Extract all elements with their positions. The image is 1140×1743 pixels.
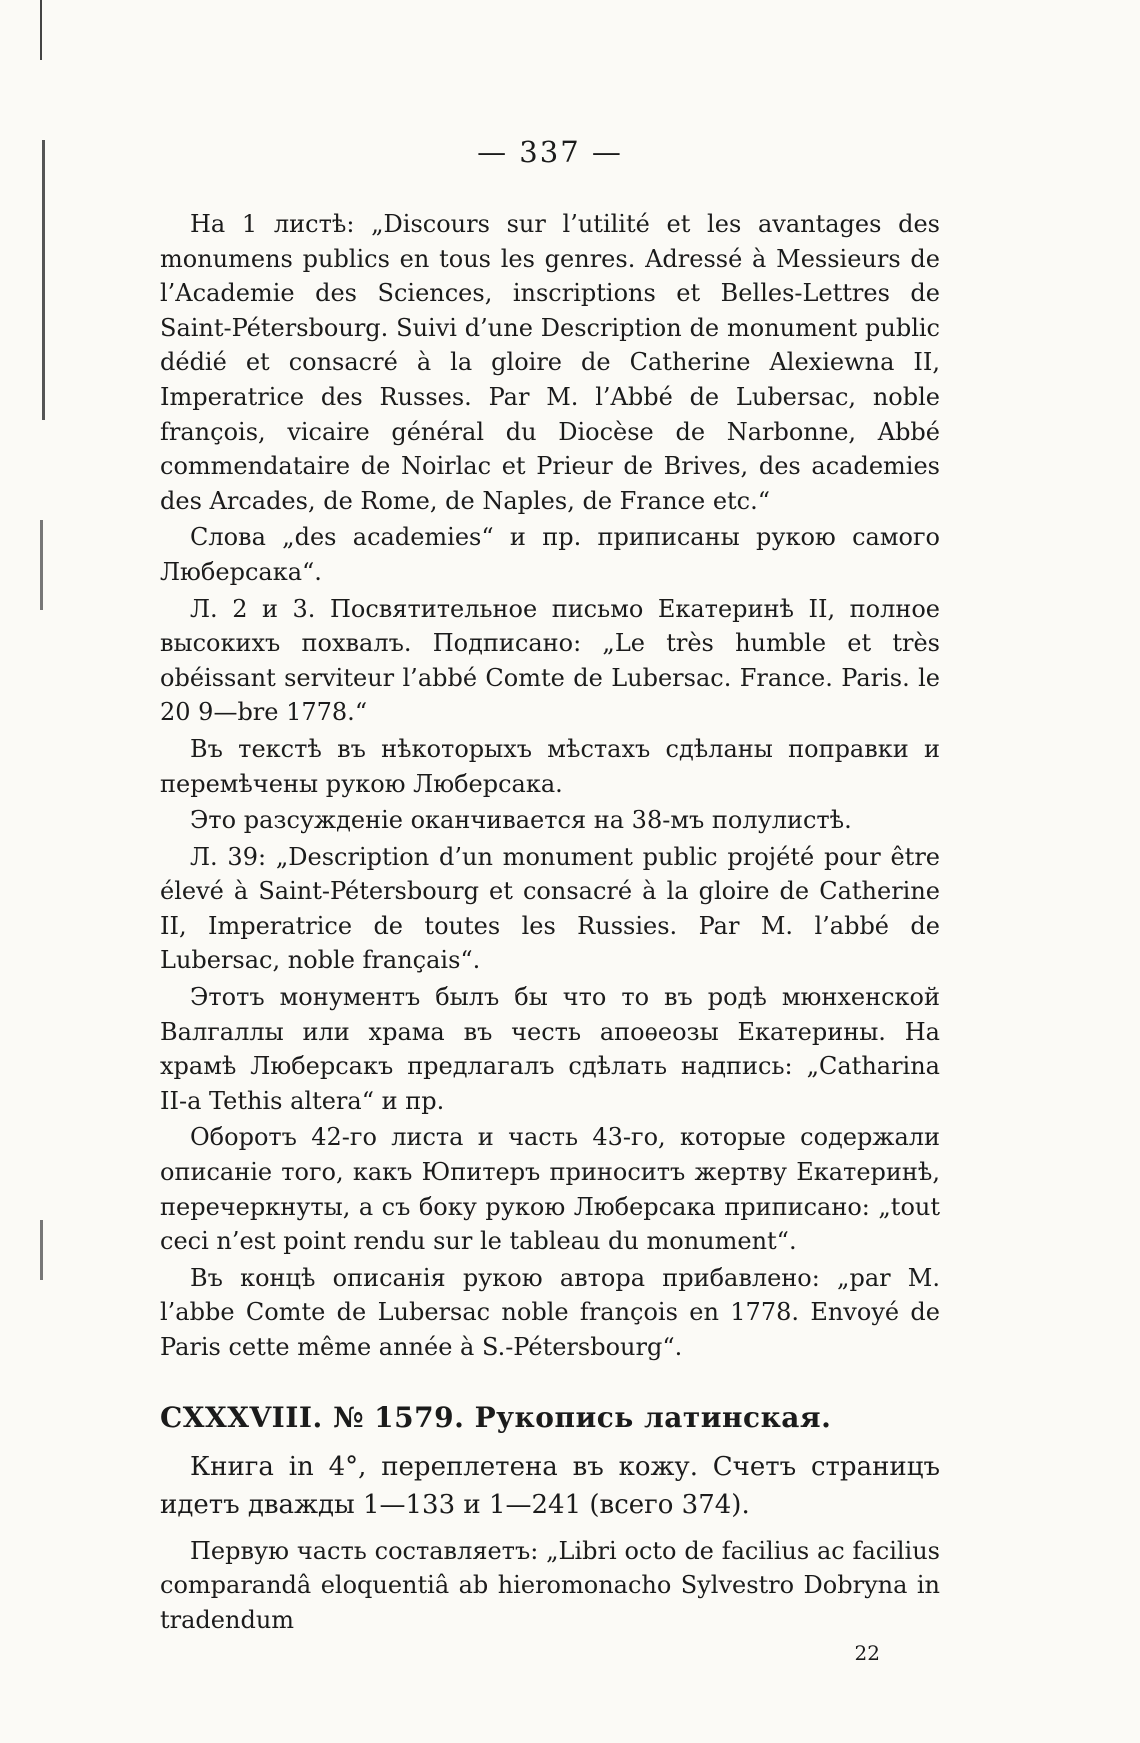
paragraph: Л. 2 и 3. Посвятительное письмо Екатеринѣ II, полное высокихъ похвалъ. Подписано: „Le très humble et très obéissant serviteur l’abbé Comte de Lubersac. France. Paris. le 20 9—bre 1778.“ <box>160 594 940 727</box>
page-number: — 337 — <box>477 135 623 169</box>
paragraph-last: Первую часть составляетъ: „Libri octo de facilius ac facilius comparandâ eloquentiâ ab hieromonacho Sylvestro Dobryna in tradendum <box>160 1536 940 1634</box>
paragraph: Этотъ монументъ былъ бы что то въ родѣ мюнхенской Валгаллы или храма въ честь апоѳеозы Екатерины. На храмѣ Люберсакъ предлагалъ сдѣлать надпись: „Catharina II-a Tethis altera“ и пр. <box>160 983 940 1115</box>
paragraph: Это разсужденіе оканчивается на 38-мъ полулистѣ. <box>190 806 852 835</box>
paragraph: Оборотъ 42-го листа и часть 43-го, которые содержали описаніе того, какъ Юпитеръ приноситъ жертву Екатеринѣ, перечеркнуты, а съ боку рукою Люберсака приписано: „tout ceci n’est point rendu sur le tableau du monument“. <box>160 1123 940 1256</box>
page <box>160 135 940 1665</box>
book-description: Книга in 4°, переплетена въ кожу. Счетъ страницъ идетъ дважды 1—133 и 1—241 (всего 374). <box>160 1451 940 1520</box>
section-heading: CXXXVIII. № 1579. Рукопись латинская. <box>160 1400 832 1434</box>
paragraph: На 1 листѣ: „Discours sur l’utilité et les avantages des monumens publics en tous les genres. Adressé à Messieurs de l’Academie des Sciences, inscriptions et Belles-Lettres de Saint-Pétersbourg. Suivi d’une Description de monument public dédié et consacré à la gloire de Catherine Alexiewna II, Imperatrice des Russes. Par M. l’Abbé de Lubersac, noble françois, vicaire général du Diocèse de Narbonne, Abbé commendataire de Noirlac et Prieur de Brives, des academies des Arcades, de Rome, de Naples, de France etc.“ <box>160 210 940 515</box>
paragraph: Слова „des academies“ и пр. приписаны рукою самого Люберсака“. <box>160 523 940 586</box>
paragraph: Въ концѣ описанія рукою автора прибавлено: „par M. l’abbe Comte de Lubersac noble françois en 1778. Envoyé de Paris cette même année à S.-Pétersbourg“. <box>160 1263 940 1361</box>
paragraph: Л. 39: „Description d’un monument public projété pour être élevé à Saint-Pétersbourg et consacré à la gloire de Catherine II, Imperatrice de toutes les Russies. Par M. l’abbé de Lubersac, noble français“. <box>160 842 940 975</box>
signature-mark: 22 <box>854 1641 880 1666</box>
scan-edge-mark <box>42 140 45 420</box>
paragraph: Въ текстѣ въ нѣкоторыхъ мѣстахъ сдѣланы поправки и перемѣчены рукою Люберсака. <box>160 734 940 798</box>
scan-edge-mark <box>40 520 43 610</box>
scan-edge-line <box>40 0 42 60</box>
scan-edge-mark <box>40 1220 43 1280</box>
